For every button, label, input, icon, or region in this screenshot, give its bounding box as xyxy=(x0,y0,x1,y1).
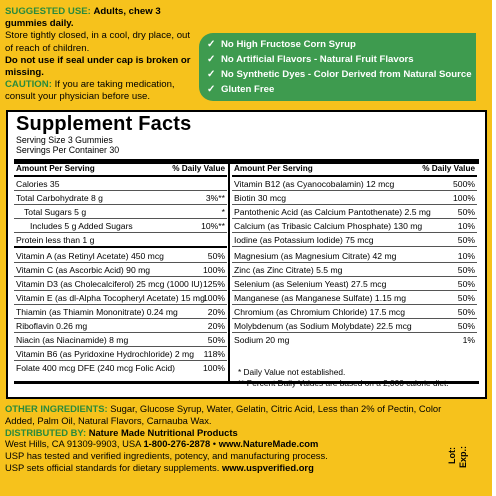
nutrient-row: Protein less than 1 g xyxy=(14,233,227,248)
nutrient-row: Vitamin C (as Ascorbic Acid) 90 mg 100% xyxy=(16,265,225,275)
usp-statement-2: USP sets official standards for dietary supplements. xyxy=(5,461,220,473)
caution-text: If you are taking medication, consult your physician before use. xyxy=(5,79,175,103)
nutrient-row: Calories 35 xyxy=(14,177,227,191)
claim-item: ✓ No High Fructose Corn Syrup xyxy=(207,39,356,50)
check-icon: ✓ xyxy=(207,39,216,50)
other-ingredients-text: Sugar, Glucose Syrup, Water, Gelatin, Citric Acid, Less than 2% of Pectin, Color Added, Palm Oil, Natural Flavors, Carnauba Wax. xyxy=(5,403,442,426)
column-header: Amount Per Serving % Daily Value xyxy=(14,163,227,177)
nutrient-row: Vitamin B6 (as Pyridoxine Hydrochloride) 2 mg 118% xyxy=(16,349,225,359)
nutrient-row: Selenium (as Selenium Yeast) 27.5 mcg 50% xyxy=(234,279,475,289)
nutrient-row: Molybdenum (as Sodium Molybdate) 22.5 mcg 50% xyxy=(234,321,475,331)
usp-statement-1: USP has tested and verified ingredients, potency, and manufacturing process. xyxy=(5,450,328,462)
distributor-name: Nature Made Nutritional Products xyxy=(88,426,238,438)
usp-website: www.uspverified.org xyxy=(221,461,314,473)
check-icon: ✓ xyxy=(207,69,216,80)
nutrient-row: Thiamin (as Thiamin Mononitrate) 0.24 mg 20% xyxy=(16,307,225,317)
nutrient-row: Magnesium (as Magnesium Citrate) 42 mg 10% xyxy=(234,251,475,261)
column-divider xyxy=(228,163,230,381)
nutrient-row: Biotin 30 mcg 100% xyxy=(234,193,475,203)
label-footer: OTHER INGREDIENTS: Sugar, Glucose Syrup, Water, Gelatin, Citric Acid, Less than 2% of Pectin, Color Added, Palm Oil, Natural Flavors, Carnauba Wax. DISTRIBUTED BY: Nature Made Nutritional Products West Hills, CA 91309-9903, USA 1-800-276-2878 • www.NatureMade.com USP has tested and verified ingredients, potency, and manufacturing process. USP sets official standards for dietary supplements. www.uspverified.org xyxy=(5,403,442,473)
check-icon: ✓ xyxy=(207,54,216,65)
nutrient-row: Pantothenic Acid (as Calcium Pantothenate) 2.5 mg 50% xyxy=(234,207,475,217)
distributed-by-label: DISTRIBUTED BY: xyxy=(5,426,87,438)
nutrient-row: Manganese (as Manganese Sulfate) 1.15 mg 50% xyxy=(234,293,475,303)
exp-label: Exp.: xyxy=(458,445,468,468)
nutrient-row: Iodine (as Potassium Iodide) 75 mcg 50% xyxy=(234,235,475,245)
thick-divider xyxy=(14,381,479,384)
nutrient-row: Calcium (as Tribasic Calcium Phosphate) 130 mg 10% xyxy=(234,221,475,231)
serving-size: Serving Size 3 Gummies xyxy=(16,135,113,145)
claim-item: ✓ No Artificial Flavors - Natural Fruit Flavors xyxy=(207,54,414,65)
supplement-facts-panel xyxy=(6,110,487,399)
usage-instructions xyxy=(5,6,195,104)
nutrient-row: Sodium 20 mg 1% xyxy=(234,335,475,345)
page-edge xyxy=(492,0,496,496)
caution-label: CAUTION: xyxy=(5,79,52,91)
nutrient-row: Vitamin B12 (as Cyanocobalamin) 12 mcg 500% xyxy=(234,179,475,189)
claims-panel xyxy=(199,33,476,101)
suggested-use-text: Adults, chew 3 gummies daily. xyxy=(5,6,161,30)
seal-warning: Do not use if seal under cap is broken or missing. xyxy=(5,54,191,79)
suggested-use-label: SUGGESTED USE: xyxy=(5,6,91,17)
nutrient-row: Total Carbohydrate 8 g 3%** xyxy=(16,193,225,203)
nutrient-row: Riboflavin 0.26 mg 20% xyxy=(16,321,225,331)
nutrient-row: Zinc (as Zinc Citrate) 5.5 mg 50% xyxy=(234,265,475,275)
lot-exp-area xyxy=(447,440,467,480)
website: www.NatureMade.com xyxy=(218,438,319,450)
nutrient-row: Folate 400 mcg DFE (240 mcg Folic Acid) 100% xyxy=(16,363,225,373)
supplement-facts-title: Supplement Facts xyxy=(16,113,192,135)
footnotes xyxy=(238,367,449,388)
nutrient-row: Vitamin A (as Retinyl Acetate) 450 mcg 50% xyxy=(16,251,225,261)
nutrient-row: Vitamin E (as dl-Alpha Tocopheryl Acetate) 15 mg 100% xyxy=(16,293,225,303)
check-icon: ✓ xyxy=(207,84,216,95)
column-header: Amount Per Serving % Daily Value xyxy=(232,163,477,177)
address: West Hills, CA 91309-9903, USA xyxy=(5,438,141,450)
other-ingredients-label: OTHER INGREDIENTS: xyxy=(5,403,108,414)
nutrient-row: Total Sugars 5 g * xyxy=(14,205,227,219)
servings-per-container: Servings Per Container 30 xyxy=(16,144,120,155)
claim-item: ✓ No Synthetic Dyes - Color Derived from Natural Source xyxy=(207,69,472,80)
footnote-daily-value: * Daily Value not established. xyxy=(238,367,346,377)
storage-text: Store tightly closed, in a cool, dry place, out of reach of children. xyxy=(5,30,191,54)
nutrient-row: Chromium (as Chromium Chloride) 17.5 mcg 50% xyxy=(234,307,475,317)
nutrient-row: Niacin (as Niacinamide) 8 mg 50% xyxy=(16,335,225,345)
claim-item: ✓ Gluten Free xyxy=(207,84,275,95)
phone-number: 1-800-276-2878 xyxy=(143,438,211,450)
nutrient-row: Vitamin D3 (as Cholecalciferol) 25 mcg (1000 IU) 125% xyxy=(16,279,225,289)
nutrient-row: Includes 5 g Added Sugars 10%** xyxy=(14,219,227,233)
lot-label: Lot: xyxy=(447,447,457,464)
serving-info xyxy=(16,136,119,155)
